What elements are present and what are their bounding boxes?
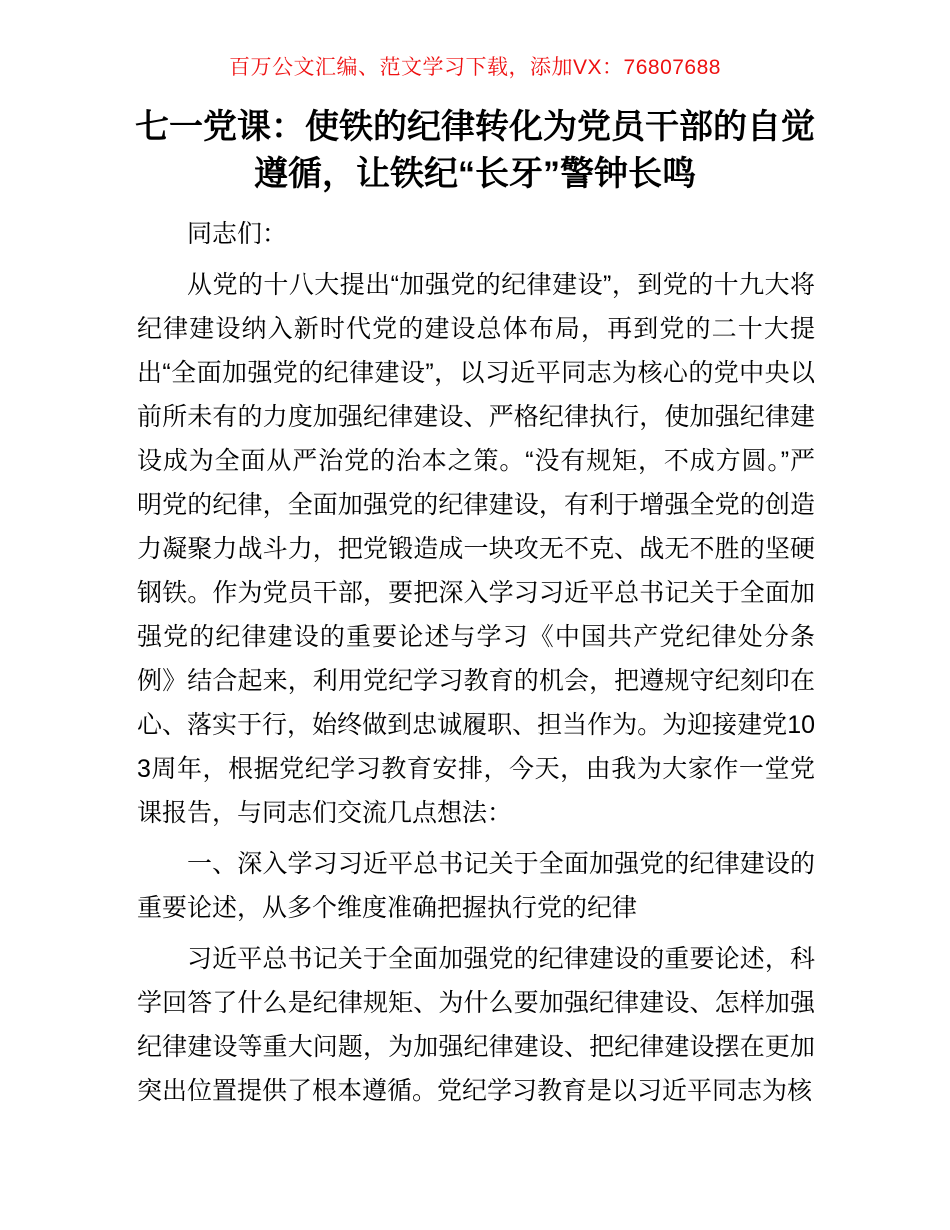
- document-body: [137, 212, 815, 1120]
- document-title-line-2: 遵循，让铁纪“长牙”警钟长鸣: [254, 155, 696, 193]
- watermark-ad-text: 百万公文汇编、范文学习下载，添加VX：76807688: [229, 56, 721, 79]
- section-heading-1: 一、深入学习习近平总书记关于全面加强党的纪律建设的重要论述，从多个维度准确把握执行党的纪律: [137, 850, 815, 922]
- paragraph-intro: 从党的十八大提出“加强党的纪律建设”，到党的十九大将纪律建设纳入新时代党的建设总体布局，再到党的二十大提出“全面加强党的纪律建设”，以习近平同志为核心的党中央以前所未有的力度加强纪律建设、严格纪律执行，使加强纪律建设成为全面从严治党的治本之策。“没有规矩，不成方圆。”严明党的纪律，全面加强党的纪律建设，有利于增强全党的创造力凝聚力战斗力，把党锻造成一块攻无不克、战无不胜的坚硬钢铁。作为党员干部，要把深入学习习近平总书记关于全面加强党的纪律建设的重要论述与学习《中国共产党纪律处分条例》结合起来，利用党纪学习教育的机会，把遵规守纪刻印在心、落实于行，始终做到忠诚履职、担当作为。为迎接建党103周年，根据党纪学习教育安排，今天，由我为大家作一堂党课报告，与同志们交流几点想法：: [137, 271, 815, 827]
- document-title-line-1: 七一党课：使铁的纪律转化为党员干部的自觉: [135, 108, 815, 146]
- salutation: 同志们：: [187, 220, 288, 248]
- paragraph-section-1: 习近平总书记关于全面加强党的纪律建设的重要论述，科学回答了什么是纪律规矩、为什么要加强纪律建设、怎样加强纪律建设等重大问题，为加强纪律建设、把纪律建设摆在更加突出位置提供了根本遵循。党纪学习教育是以习近平同志为核: [137, 945, 815, 1105]
- document-title: [135, 104, 815, 198]
